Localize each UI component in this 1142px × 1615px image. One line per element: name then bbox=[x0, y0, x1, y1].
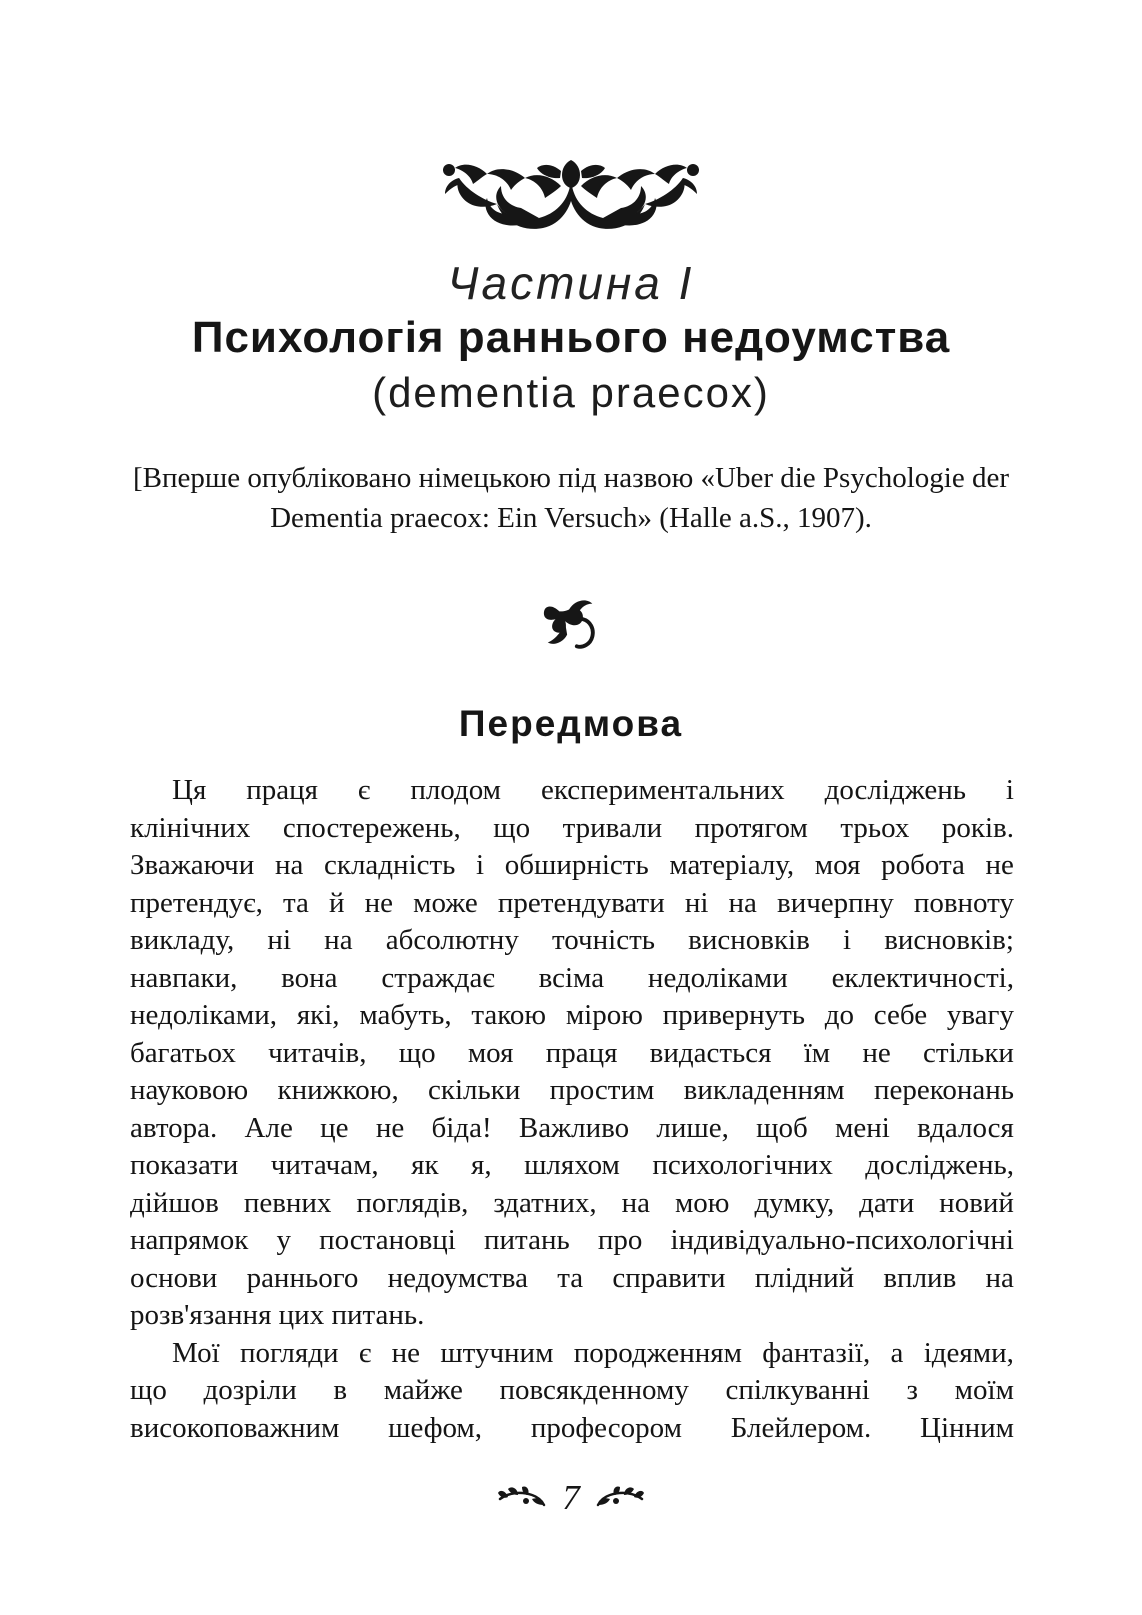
word: я, bbox=[471, 1149, 492, 1181]
word: книжкою, bbox=[277, 1074, 399, 1106]
word: претендує, bbox=[130, 886, 263, 919]
word: що bbox=[398, 1036, 436, 1069]
word: недоліками, bbox=[130, 999, 278, 1031]
part-label: Частина I bbox=[447, 257, 695, 309]
page-title: Психологія раннього недоумства bbox=[191, 313, 951, 362]
word: вплив bbox=[883, 1261, 957, 1294]
word: справити bbox=[612, 1261, 726, 1294]
word: плідний bbox=[754, 1261, 855, 1294]
word: є bbox=[358, 1336, 372, 1369]
word: погляди bbox=[239, 1336, 339, 1369]
word: Зважаючи bbox=[130, 849, 255, 881]
word: еклектичності, bbox=[831, 961, 1014, 994]
text-line bbox=[130, 1035, 1014, 1073]
word: і bbox=[1005, 774, 1014, 806]
section-heading: Передмова bbox=[458, 703, 684, 744]
text-line bbox=[130, 810, 1014, 848]
word: висновків; bbox=[884, 924, 1014, 956]
word: читачів, bbox=[268, 1036, 367, 1069]
word: мені bbox=[835, 1111, 890, 1144]
word: не bbox=[364, 886, 394, 919]
word: майже bbox=[383, 1374, 463, 1406]
word: дозріли bbox=[203, 1374, 297, 1406]
word: новий bbox=[939, 1186, 1014, 1219]
word: увагу bbox=[946, 999, 1014, 1031]
text-line bbox=[130, 1147, 1014, 1185]
word: поглядів, bbox=[356, 1186, 469, 1219]
text-line bbox=[130, 1072, 1014, 1110]
word: моя bbox=[814, 849, 861, 881]
word: скільки bbox=[428, 1074, 521, 1106]
text-line bbox=[130, 1110, 1014, 1148]
word: вичерпну bbox=[777, 886, 894, 919]
word: точність bbox=[552, 924, 655, 956]
word: повсякденному bbox=[499, 1374, 689, 1406]
text-line bbox=[130, 1335, 1014, 1373]
publication-note-line: [Вперше опубліковано німецькою під назвою «Uber die Psychologie der bbox=[133, 462, 1009, 494]
word: Але bbox=[244, 1111, 293, 1144]
word: Цінним bbox=[920, 1411, 1014, 1444]
word: читачам, bbox=[270, 1149, 379, 1181]
text-line bbox=[130, 885, 1014, 923]
word: що bbox=[130, 1374, 167, 1406]
word: простим bbox=[549, 1074, 655, 1106]
word: Мої bbox=[172, 1336, 220, 1369]
word: моїм bbox=[954, 1374, 1014, 1406]
text-line bbox=[130, 772, 1014, 810]
word: дійшов bbox=[130, 1186, 219, 1219]
word: на bbox=[728, 886, 757, 919]
word: ні bbox=[267, 924, 291, 956]
word: лише, bbox=[656, 1111, 729, 1144]
word: недоумства bbox=[387, 1261, 528, 1294]
word: які, bbox=[296, 999, 340, 1031]
word: видасться bbox=[649, 1036, 772, 1069]
word: претендувати bbox=[497, 886, 665, 919]
text-line bbox=[130, 1185, 1014, 1223]
text-line bbox=[130, 847, 1014, 885]
word: є bbox=[357, 774, 371, 806]
publication-note-line: Dementia praecox: Ein Versuch» (Halle a.S., 1907). bbox=[270, 502, 872, 534]
word: та bbox=[283, 886, 309, 919]
word: як bbox=[411, 1149, 439, 1181]
word: матеріалу, bbox=[669, 849, 795, 881]
word: високоповажним bbox=[130, 1411, 340, 1444]
word: стільки bbox=[923, 1036, 1014, 1069]
word: на bbox=[985, 1261, 1014, 1294]
word: багатьох bbox=[130, 1036, 236, 1069]
word: породженням bbox=[573, 1336, 742, 1369]
word: на bbox=[274, 849, 304, 881]
word: не bbox=[985, 849, 1014, 881]
word: викладенням bbox=[683, 1074, 845, 1106]
word: експериментальних bbox=[540, 774, 785, 806]
publication-note bbox=[0, 458, 1142, 538]
word: штучним bbox=[440, 1336, 554, 1369]
word: недоліками bbox=[647, 961, 788, 994]
word: досліджень, bbox=[865, 1149, 1014, 1181]
word: шляхом bbox=[524, 1149, 620, 1181]
word: мабуть, bbox=[359, 999, 452, 1031]
word: і bbox=[842, 924, 852, 956]
word: привернуть bbox=[662, 999, 806, 1031]
word: думку, bbox=[754, 1186, 835, 1219]
word: мірою bbox=[565, 999, 643, 1031]
word: і bbox=[476, 849, 485, 881]
word: здатних, bbox=[493, 1186, 597, 1219]
word: основи bbox=[130, 1261, 218, 1294]
word: клінічних bbox=[130, 811, 251, 844]
word: індивідуально-психологічні bbox=[670, 1224, 1014, 1256]
floral-vine-icon bbox=[431, 156, 711, 244]
word: складність bbox=[323, 849, 456, 881]
word: спілкуванні bbox=[725, 1374, 870, 1406]
text-line bbox=[130, 1410, 1014, 1448]
word: та bbox=[557, 1261, 584, 1294]
word: досліджень bbox=[824, 774, 966, 806]
word: не bbox=[391, 1336, 420, 1369]
word: біда! bbox=[431, 1111, 492, 1144]
word: фантазії, bbox=[762, 1336, 871, 1369]
word: й bbox=[329, 886, 345, 919]
word: ідеями, bbox=[923, 1336, 1014, 1369]
word: певних bbox=[243, 1186, 332, 1219]
word: може bbox=[413, 886, 478, 919]
body-text bbox=[130, 772, 1014, 1447]
word: автора. bbox=[130, 1111, 218, 1144]
word: Важливо bbox=[518, 1111, 630, 1144]
word: повноту bbox=[913, 886, 1014, 919]
word: вдалося bbox=[917, 1111, 1014, 1144]
word: в bbox=[333, 1374, 348, 1406]
word: викладу, bbox=[130, 924, 235, 956]
word: а bbox=[890, 1336, 904, 1369]
word: раннього bbox=[246, 1261, 359, 1294]
word: ні bbox=[684, 886, 709, 919]
word: показати bbox=[130, 1149, 239, 1181]
word: мою bbox=[674, 1186, 730, 1219]
text-line: розв'язання цих питань. bbox=[130, 1299, 425, 1331]
page-footer bbox=[0, 1480, 1142, 1515]
word: щоб bbox=[756, 1111, 808, 1144]
word: не bbox=[862, 1036, 891, 1069]
word: напрямок bbox=[130, 1224, 249, 1256]
word: дати bbox=[859, 1186, 915, 1219]
word: це bbox=[320, 1111, 349, 1144]
text-line bbox=[130, 1372, 1014, 1410]
leaf-sprig-left-icon bbox=[498, 1485, 546, 1511]
word: обширність bbox=[504, 849, 649, 881]
word: трьох bbox=[840, 811, 910, 844]
subtitle: (dementia praecox) bbox=[372, 369, 770, 416]
word: постановці bbox=[319, 1224, 456, 1256]
word: що bbox=[493, 811, 531, 844]
word: до bbox=[824, 999, 855, 1031]
word: праця bbox=[246, 774, 318, 806]
word: себе bbox=[873, 999, 928, 1031]
word: з bbox=[906, 1374, 918, 1406]
leaf-flourish-icon bbox=[540, 592, 602, 656]
word: такою bbox=[471, 999, 547, 1031]
word: шефом, bbox=[388, 1411, 483, 1444]
word: про bbox=[597, 1224, 643, 1256]
word: їм bbox=[803, 1036, 831, 1069]
word: навпаки, bbox=[130, 961, 238, 994]
word: протягом bbox=[694, 811, 808, 844]
word: абсолютну bbox=[385, 924, 519, 956]
word: страждає bbox=[381, 961, 495, 994]
text-line bbox=[130, 922, 1014, 960]
word: Блейлером. bbox=[730, 1411, 872, 1444]
floral-divider-ornament bbox=[0, 156, 1142, 244]
text-line bbox=[130, 960, 1014, 998]
text-line bbox=[130, 1260, 1014, 1298]
leaf-sprig-right-icon bbox=[596, 1485, 644, 1511]
word: моя bbox=[467, 1036, 514, 1069]
text-line bbox=[130, 1222, 1014, 1260]
leaf-flourish-ornament bbox=[0, 592, 1142, 656]
page-number: 7 bbox=[562, 1478, 580, 1517]
word: Ця bbox=[172, 774, 207, 806]
word: всіма bbox=[538, 961, 605, 994]
word: робота bbox=[881, 849, 965, 881]
word: у bbox=[276, 1224, 291, 1256]
word: тривали bbox=[562, 811, 663, 844]
word: професором bbox=[530, 1411, 682, 1444]
word: вона bbox=[281, 961, 338, 994]
word: праця bbox=[545, 1036, 618, 1069]
word: спостережень, bbox=[282, 811, 461, 844]
word: науковою bbox=[130, 1074, 249, 1106]
word: психологічних bbox=[652, 1149, 833, 1181]
word: не bbox=[375, 1111, 405, 1144]
word: висновків bbox=[688, 924, 810, 956]
word: переконань bbox=[873, 1074, 1014, 1106]
text-line bbox=[130, 997, 1014, 1035]
word: на bbox=[621, 1186, 650, 1219]
word: питань bbox=[484, 1224, 570, 1256]
word: років. bbox=[941, 811, 1014, 844]
word: плодом bbox=[410, 774, 502, 806]
word: на bbox=[324, 924, 353, 956]
